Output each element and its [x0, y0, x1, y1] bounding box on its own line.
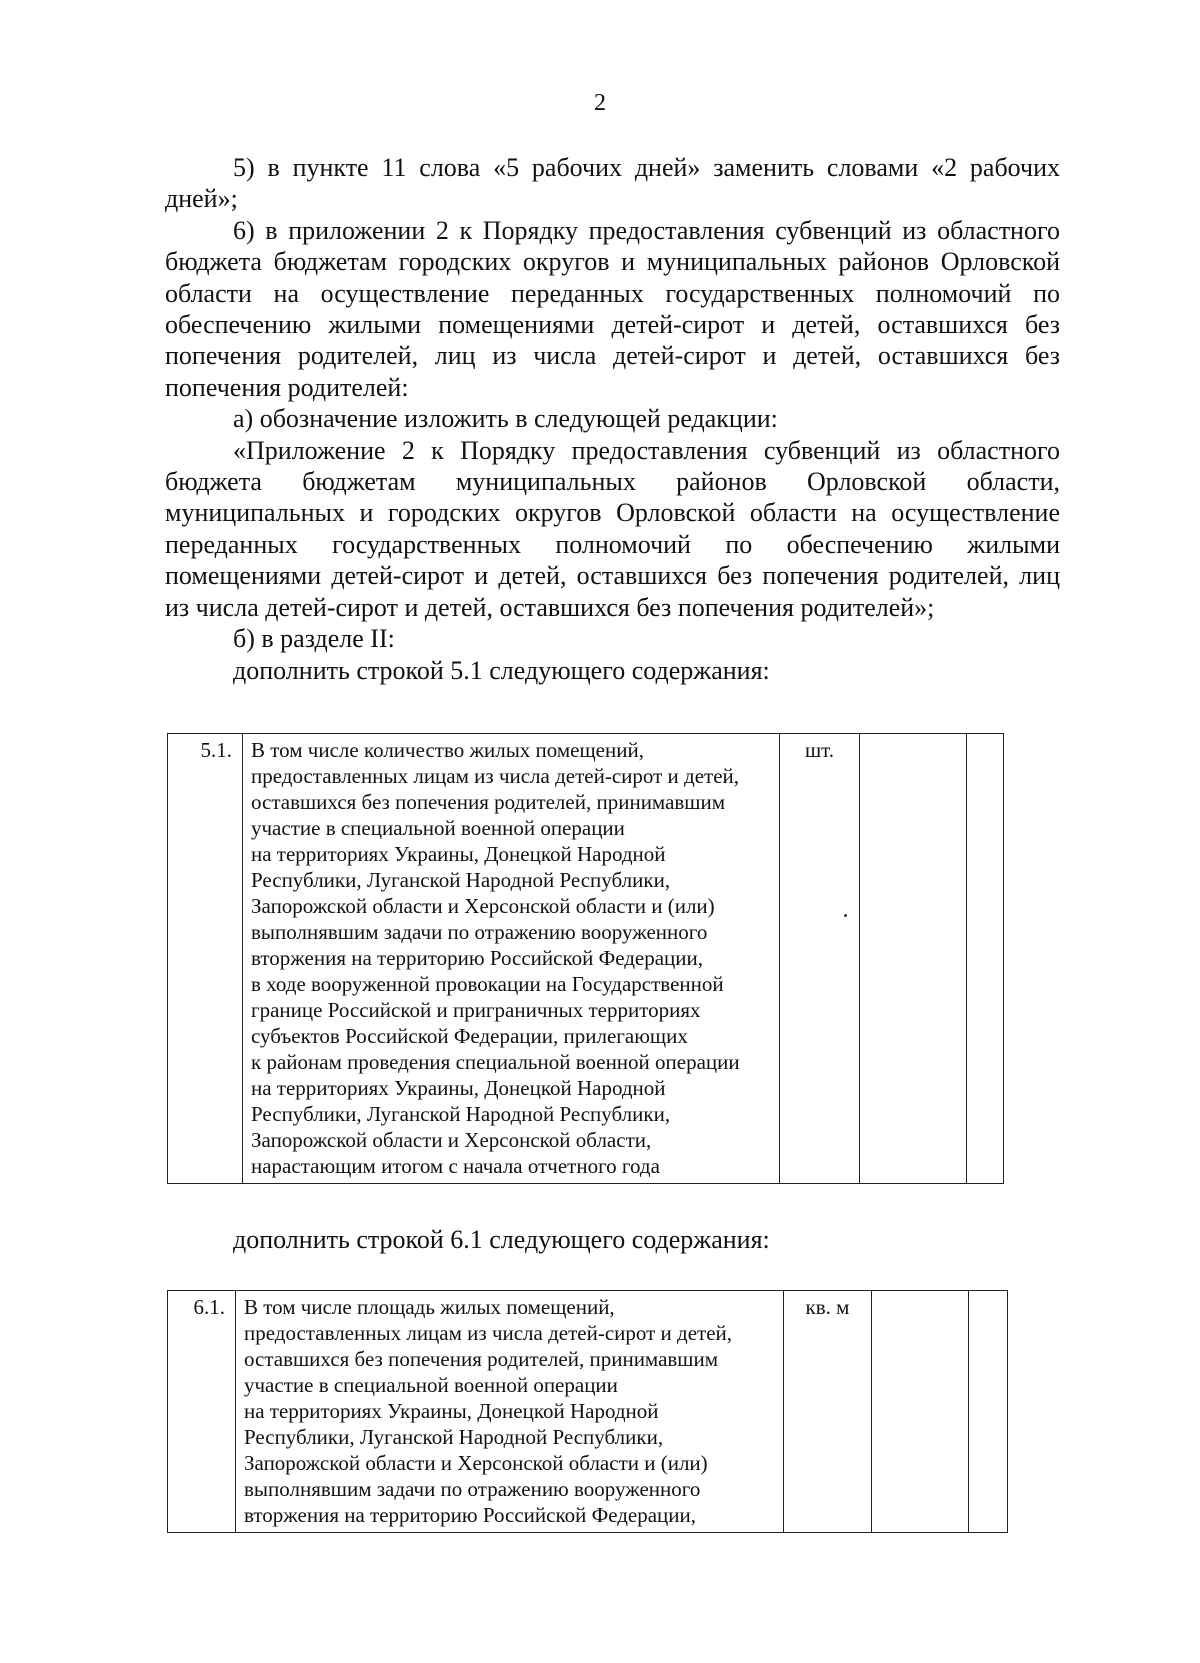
row-number-cell: 5.1. [168, 734, 243, 1184]
description-line: субъектов Российской Федерации, прилегающих [251, 1024, 688, 1048]
value-cell [872, 1291, 969, 1533]
description-line: к районам проведения специальной военной операции [251, 1050, 740, 1074]
description-line: предоставленных лицам из числа детей-сирот и детей, [251, 764, 740, 788]
row-number-cell: 6.1. [168, 1291, 236, 1533]
paragraph-quoted-title: «Приложение 2 к Порядку предоставления субвенций из областного бюджета бюджетам муниципальных районов Орловской области, муниципальных и городских округов Орловской области на осуществление переданных государственных полномочий по обеспечению жилыми помещениями детей-сирот и детей, оставшихся без попечения родителей, лиц из числа детей-сирот и детей, оставшихся без попечения родителей»; [165, 435, 1060, 622]
paragraph-subitem-a: а) обозначение изложить в следующей редакции: [233, 404, 778, 434]
description-line: Запорожской области и Херсонской области и (или) [251, 894, 715, 918]
body-text [165, 152, 1060, 686]
table-row-6-1 [167, 1290, 1008, 1533]
description-line: вторжения на территорию Российской Федерации, [251, 946, 704, 970]
scan-speck [844, 914, 847, 917]
caption-row-6-1: дополнить строкой 6.1 следующего содержания: [233, 1225, 770, 1254]
description-line: В том числе площадь жилых помещений, [244, 1295, 615, 1319]
description-line: выполнявшим задачи по отражению вооруженного [251, 920, 708, 944]
description-line: на территориях Украины, Донецкой Народной [251, 1076, 666, 1100]
table-row [168, 734, 1004, 1184]
description-line: Республики, Луганской Народной Республики, [244, 1425, 664, 1449]
description-line: на территориях Украины, Донецкой Народной [251, 842, 666, 866]
paragraph-subitem-b: б) в разделе II: [233, 624, 395, 654]
paragraph-item-5: 5) в пункте 11 слова «5 рабочих дней» заменить словами «2 рабочих дней»; [165, 153, 1060, 214]
description-line: участие в специальной военной операции [251, 816, 625, 840]
description-line: Запорожской области и Херсонской области и (или) [244, 1451, 708, 1475]
table-row-5-1 [167, 733, 1004, 1184]
page-number: 2 [594, 90, 606, 116]
description-line: оставшихся без попечения родителей, принимавшим [244, 1347, 719, 1371]
extra-cell [969, 1291, 1008, 1533]
description-line: в ходе вооруженной провокации на Государственной [251, 972, 724, 996]
description-line: выполнявшим задачи по отражению вооруженного [244, 1477, 701, 1501]
paragraph-item-6: 6) в приложении 2 к Порядку предоставления субвенций из областного бюджета бюджетам городских округов и муниципальных районов Орловской области на осуществление переданных государственных полномочий по обеспечению жилыми помещениями детей-сирот и детей, оставшихся без попечения родителей, лиц из числа детей-сирот и детей, оставшихся без попечения родителей: [165, 215, 1060, 402]
caption-row-5-1: дополнить строкой 5.1 следующего содержания: [233, 655, 770, 685]
unit-cell: шт. [780, 734, 860, 1184]
description-line: оставшихся без попечения родителей, принимавшим [251, 790, 726, 814]
table-row [168, 1291, 1008, 1533]
description-line: нарастающим итогом с начала отчетного года [251, 1154, 660, 1178]
description-line: Республики, Луганской Народной Республики, [251, 868, 671, 892]
description-line: предоставленных лицам из числа детей-сирот и детей, [244, 1321, 733, 1345]
row-description-cell [236, 1291, 784, 1533]
extra-cell [967, 734, 1004, 1184]
value-cell [860, 734, 967, 1184]
description-line: участие в специальной военной операции [244, 1373, 618, 1397]
description-line: В том числе количество жилых помещений, [251, 738, 644, 762]
unit-cell: кв. м [784, 1291, 872, 1533]
row-description-cell [243, 734, 780, 1184]
description-line: границе Российской и приграничных территориях [251, 998, 701, 1022]
description-line: вторжения на территорию Российской Федерации, [244, 1503, 697, 1527]
description-line: Запорожской области и Херсонской области, [251, 1128, 652, 1152]
description-line: Республики, Луганской Народной Республики, [251, 1102, 671, 1126]
description-line: на территориях Украины, Донецкой Народной [244, 1399, 659, 1423]
